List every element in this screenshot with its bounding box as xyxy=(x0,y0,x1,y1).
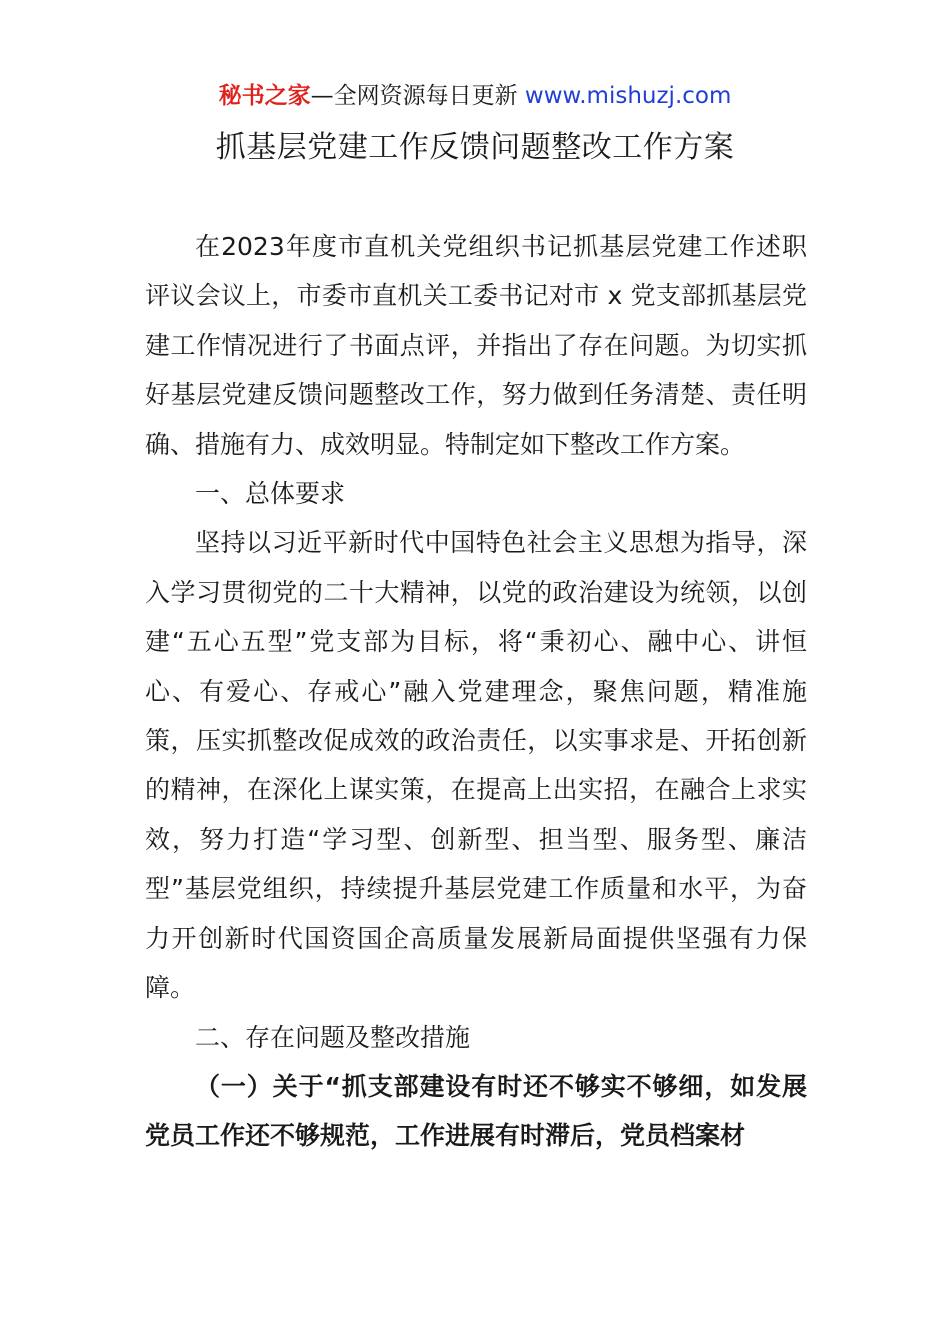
subsection-heading-1: （一）关于“抓支部建设有时还不够实不够细，如发展党员工作还不够规范，工作进展有时滞后，党员档案材 xyxy=(145,1071,807,1151)
document-title: 抓基层党建工作反馈问题整改工作方案 xyxy=(215,130,735,165)
site-url-link[interactable]: www.mishuzj.com xyxy=(524,83,732,109)
general-requirements-paragraph: 坚持以习近平新时代中国特色社会主义思想为指导，深入学习贯彻党的二十大精神，以党的政治建设为统领，以创建“五心五型”党支部为目标，将“秉初心、融中心、讲恒心、有爱心、存戒心”融入党建理念，聚焦问题，精准施策，压实抓整改促成效的政治责任，以实事求是、开拓创新的精神，在深化上谋实策，在提高上出实招，在融合上求实效，努力打造“学习型、创新型、担当型、服务型、廉洁型”基层党组织，持续提升基层党建工作质量和水平，为奋力开创新时代国资国企高质量发展新局面提供坚强有力保障。 xyxy=(145,528,807,1003)
document-body xyxy=(145,222,807,1161)
site-name: 秘书之家 xyxy=(218,83,311,109)
site-header xyxy=(0,80,950,112)
section-heading-problems-measures: 二、存在问题及整改措施 xyxy=(195,1022,471,1052)
site-tagline: —全网资源每日更新 xyxy=(310,83,525,109)
intro-paragraph: 在2023年度市直机关党组织书记抓基层党建工作述职评议会议上，市委市直机关工委书记对市 x 党支部抓基层党建工作情况进行了书面点评，并指出了存在问题。为切实抓好基层党建反馈问题整改工作，努力做到任务清楚、责任明确、措施有力、成效明显。特制定如下整改工作方案。 xyxy=(145,232,807,459)
section-heading-general-requirements: 一、总体要求 xyxy=(195,479,346,509)
